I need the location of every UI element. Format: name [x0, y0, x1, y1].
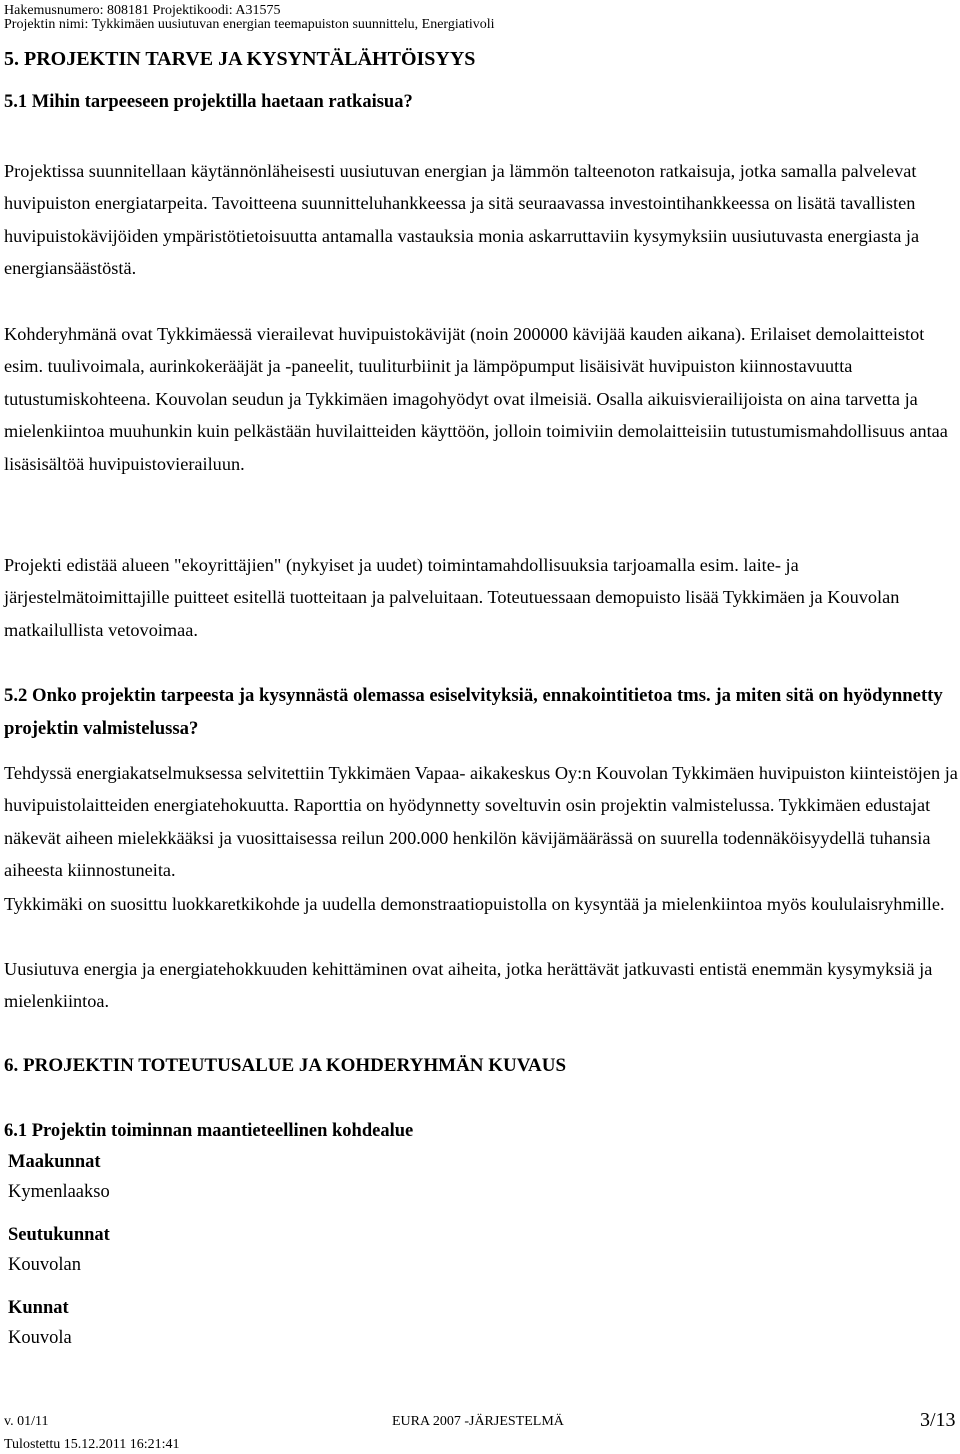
section-6-title: 6. PROJEKTIN TOTEUTUSALUE JA KOHDERYHMÄN KUVAUS	[4, 1055, 567, 1076]
footer-page-number: 3/13	[920, 1409, 956, 1431]
kunnat-label: Kunnat	[8, 1298, 69, 1318]
paragraph-5-2-c: Uusiutuva energia ja energiatehokkuuden kehittäminen ovat aiheita, jotka herättävät jatkuvasti entistä enemmän kysymyksiä ja mielenkiintoa.	[4, 959, 933, 1012]
paragraph-5-2-b: Tykkimäki on suosittu luokkaretkikohde ja uudella demonstraatiopuistolla on kysyntää ja mielenkiintoa myös koululaisryhmille.	[4, 894, 945, 914]
seutukunnat-value: Kouvolan	[8, 1255, 81, 1275]
seutukunnat-label: Seutukunnat	[8, 1225, 110, 1245]
section-5-title: 5. PROJEKTIN TARVE JA KYSYNTÄLÄHTÖISYYS	[4, 48, 476, 70]
maakunnat-label: Maakunnat	[8, 1152, 101, 1172]
paragraph-5-1-a: Projektissa suunnitellaan käytännönläheisesti uusiutuvan energian ja lämmön talteenoton ratkaisuja, jotka samalla palvelevat huvipuiston energiatarpeita. Tavoitteena suunnitteluhankkeessa ja sitä seuraavassa investointihankkeessa on lisätä tavallisten huvipuistokävijöiden ympäristötietoisuutta antamalla vastauksia monia askarruttaviin kysymyksiin uusiutuvasta energiasta ja energiansäästöstä.	[4, 161, 920, 279]
header-project-name: Projektin nimi: Tykkimäen uusiutuvan energian teemapuiston suunnittelu, Energiativoli	[4, 17, 495, 32]
maakunnat-value: Kymenlaakso	[8, 1182, 110, 1202]
kunnat-value: Kouvola	[8, 1328, 72, 1348]
question-5-1: 5.1 Mihin tarpeeseen projektilla haetaan ratkaisua?	[4, 92, 413, 112]
paragraph-5-2-a: Tehdyssä energiakatselmuksessa selvitettiin Tykkimäen Vapaa- aikakeskus Oy:n Kouvolan Tykkimäen huvipuiston kiinteistöjen ja huvipuistolaitteiden energiatehokuutta. Raporttia on hyödynnetty soveltuvin osin projektin valmistelussa. Tykkimäen edustajat näkevät aiheen mielekkääksi ja vuosittaisessa reilun 200.000 henkilön kävijämäärässä on suurella todennäköisyydellä tuhansia aiheesta kiinnostuneita.	[4, 763, 958, 881]
question-6-1: 6.1 Projektin toiminnan maantieteellinen kohdealue	[4, 1121, 414, 1141]
paragraph-5-1-b: Kohderyhmänä ovat Tykkimäessä vierailevat huvipuistokävijät (noin 200000 kävijää kauden aikana). Erilaiset demolaitteistot esim. tuulivoimala, aurinkokerääjät ja -paneelit, tuuliturbiinit ja lämpöpumput lisäisivät huvipuiston kiinnostavuutta tutustumiskohteena. Kouvolan seudun ja Tykkimäen imagohyödyt ovat ilmeisiä. Osalla aikuisvierailijoista on aina tarvetta ja mielenkiintoa muuhunkin kuin pelkästään huvilaitteiden käyttöön, jolloin toimiviin demolaitteisiin tutustumismahdollisuus antaa lisäsisältöä huvipuistovierailuun.	[4, 324, 948, 474]
paragraph-5-1-c: Projekti edistää alueen "ekoyrittäjien" (nykyiset ja uudet) toimintamahdollisuuksia tarjoamalla esim. laite- ja järjestelmätoimittajille puitteet esitellä tuotteitaan ja palveluitaan. Toteutuessaan demopuisto lisää Tykkimäen ja Kouvolan matkailullista vetovoimaa.	[4, 555, 900, 640]
question-5-2: 5.2 Onko projektin tarpeesta ja kysynnästä olemassa esiselvityksiä, ennakointitietoa tms. ja miten sitä on hyödynnetty projektin valmistelussa?	[4, 685, 943, 739]
footer-print-timestamp: Tulostettu 15.12.2011 16:21:41	[4, 1437, 180, 1452]
footer-version: v. 01/11	[4, 1414, 49, 1429]
header-application-number: Hakemusnumero: 808181 Projektikoodi: A31575	[4, 3, 281, 18]
footer-system-name: EURA 2007 -JÄRJESTELMÄ	[392, 1414, 564, 1429]
